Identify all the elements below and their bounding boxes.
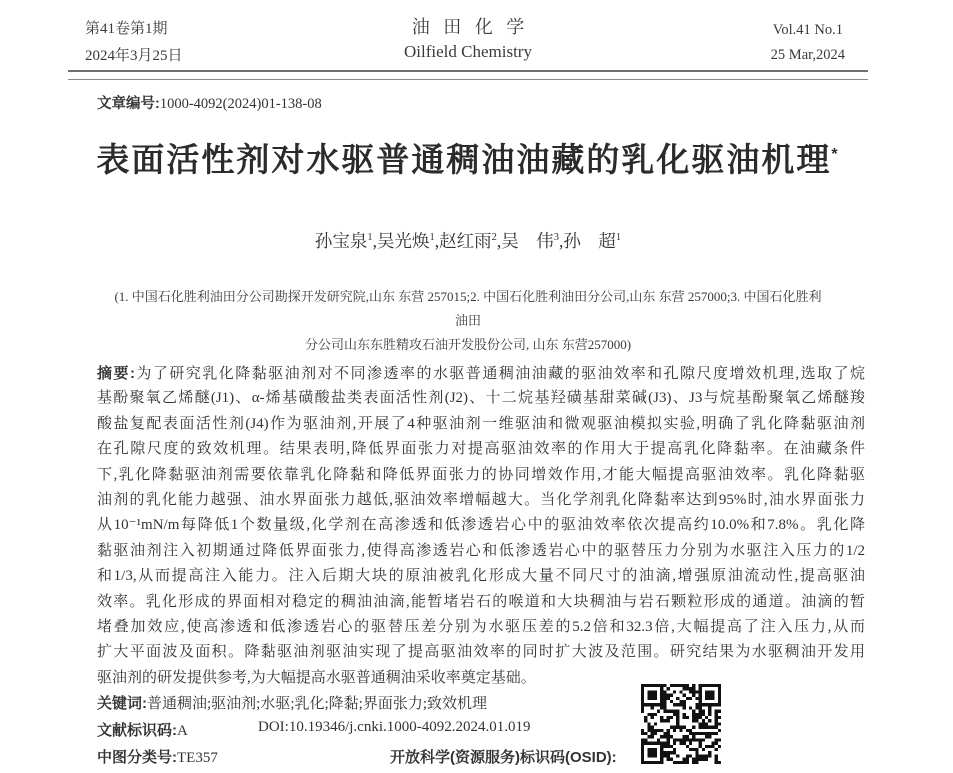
publish-date-cn: 2024年3月25日 xyxy=(85,48,183,64)
volume-issue-cn: 第41卷第1期 xyxy=(85,21,168,37)
volume-issue-en: Vol.41 No.1 xyxy=(772,22,843,38)
abstract-line: 和1/3,从而提高注入能力。注入后期大块的原油被乳化形成大量不同尺寸的油滴,增强原油流动性,提高驱油 xyxy=(97,568,865,585)
abstract-line: 驱油剂的研发提供参考,为大幅提高水驱普通稠油采收率奠定基础。 xyxy=(97,669,536,686)
abstract-line: 黏驱油剂注入初期通过降低界面张力,使得高渗透岩心和低渗透岩心中的驱替压力分别为水驱注入压力的1/2 xyxy=(97,542,865,559)
abstract-line: 摘要:为了研究乳化降黏驱油剂对不同渗透率的水驱普通稠油油藏的驱油效率和孔隙尺度增效机理,选取了烷 xyxy=(97,365,865,382)
author: 赵红雨$^2$, xyxy=(439,231,502,251)
title-text: 表面活性剂对水驱普通稠油油藏的乳化驱油机理 xyxy=(96,141,832,178)
osid-label: 开放科学(资源服务)标识码(OSID): xyxy=(390,749,617,766)
journal-title-en: Oilfield Chemistry xyxy=(404,42,532,61)
keywords-line xyxy=(97,692,487,713)
abstract xyxy=(97,361,865,691)
abstract-line: 基酚聚氧乙烯醚(J1)、α-烯基磺酸盐类表面活性剂(J2)、十二烷基羟磺基甜菜碱(J3)、J3与烷基酚聚氧乙烯醚羧 xyxy=(97,390,865,407)
clc-number: 中图分类号:TE357 xyxy=(97,749,218,766)
author-list xyxy=(68,228,868,253)
affiliation-line: (1. 中国石化胜利油田分公司勘探开发研究院,山东 东营 257015;2. 中国石化胜利油田分公司,山东 东营 257000;3. 中国石化胜利油田 xyxy=(114,289,822,328)
affiliation-line: 分公司山东东胜精攻石油开发股份公司, 山东 东营257000) xyxy=(304,337,632,352)
article-number-value: 1000-4092(2024)01-138-08 xyxy=(159,96,322,112)
title-footnote-mark: * xyxy=(831,146,840,163)
journal-title-block xyxy=(68,14,868,64)
abstract-line: 效率。乳化形成的界面相对稳定的稠油油滴,能暂堵岩石的喉道和大块稠油与岩石颗粒形成的通道。油滴的暂 xyxy=(97,593,865,610)
article-number xyxy=(97,92,322,113)
abstract-line: 堵叠加效应,使高渗透和低渗透岩心的驱替压差分别为水驱压差的5.2倍和32.3倍,大幅提高了注入压力,从而 xyxy=(97,618,865,635)
keywords-value: 普通稠油;驱油剂;水驱;乳化;降黏;界面张力;致效机理 xyxy=(147,696,488,712)
header-double-rule xyxy=(68,70,868,80)
abstract-line: 在孔隙尺度的致效机理。结果表明,降低界面张力对提高驱油效率的作用大于提高乳化降黏率。在油藏条件 xyxy=(97,441,865,458)
document-code: 文献标识码:A xyxy=(97,722,188,739)
page-title xyxy=(68,134,868,181)
abstract-line: 扩大平面波及面积。降黏驱油剂驱油实现了提高驱油效率的同时扩大波及范围。研究结果为水驱稠油开发用 xyxy=(97,644,865,661)
osid-qr-code-icon xyxy=(641,684,721,764)
journal-title-cn: 油田化学 xyxy=(411,17,538,37)
author: 吴光焕$^1$, xyxy=(377,231,440,251)
affiliations xyxy=(110,285,826,357)
author: 吴 伟$^3$, xyxy=(501,231,564,251)
abstract-line: 酸盐复配表面活性剂(J4)作为驱油剂,开展了4种驱油剂一维驱油和微观驱油模拟实验,明确了乳化降黏驱油剂 xyxy=(97,415,865,432)
abstract-line: 下,乳化降黏驱油剂需要依靠乳化降黏和降低界面张力的协同增效作用,才能大幅提高驱油效率。乳化降黏驱 xyxy=(97,466,865,483)
journal-volume-issue-en xyxy=(771,18,845,68)
abstract-line: 从10⁻¹mN/m每降低1个数量级,化学剂在高渗透和低渗透岩心中的驱油效率依次提高约10.0%和7.8%。乳化降 xyxy=(97,517,865,534)
abstract-line: 油剂的乳化能力越强、油水界面张力越低,驱油效率增幅越大。当化学剂乳化降黏率达到95%时,油水界面张力 xyxy=(97,491,865,508)
author: 孙宝泉$^1$, xyxy=(314,231,377,251)
publish-date-en: 25 Mar,2024 xyxy=(770,47,845,63)
keywords-label: 关键词: xyxy=(97,695,147,712)
doi: DOI:10.19346/j.cnki.1000-4092.2024.01.019 xyxy=(258,719,531,735)
abstract-label: 摘要: xyxy=(97,365,135,382)
author: 孙 超$^1$ xyxy=(563,231,622,251)
article-number-label: 文章编号: xyxy=(97,96,160,112)
